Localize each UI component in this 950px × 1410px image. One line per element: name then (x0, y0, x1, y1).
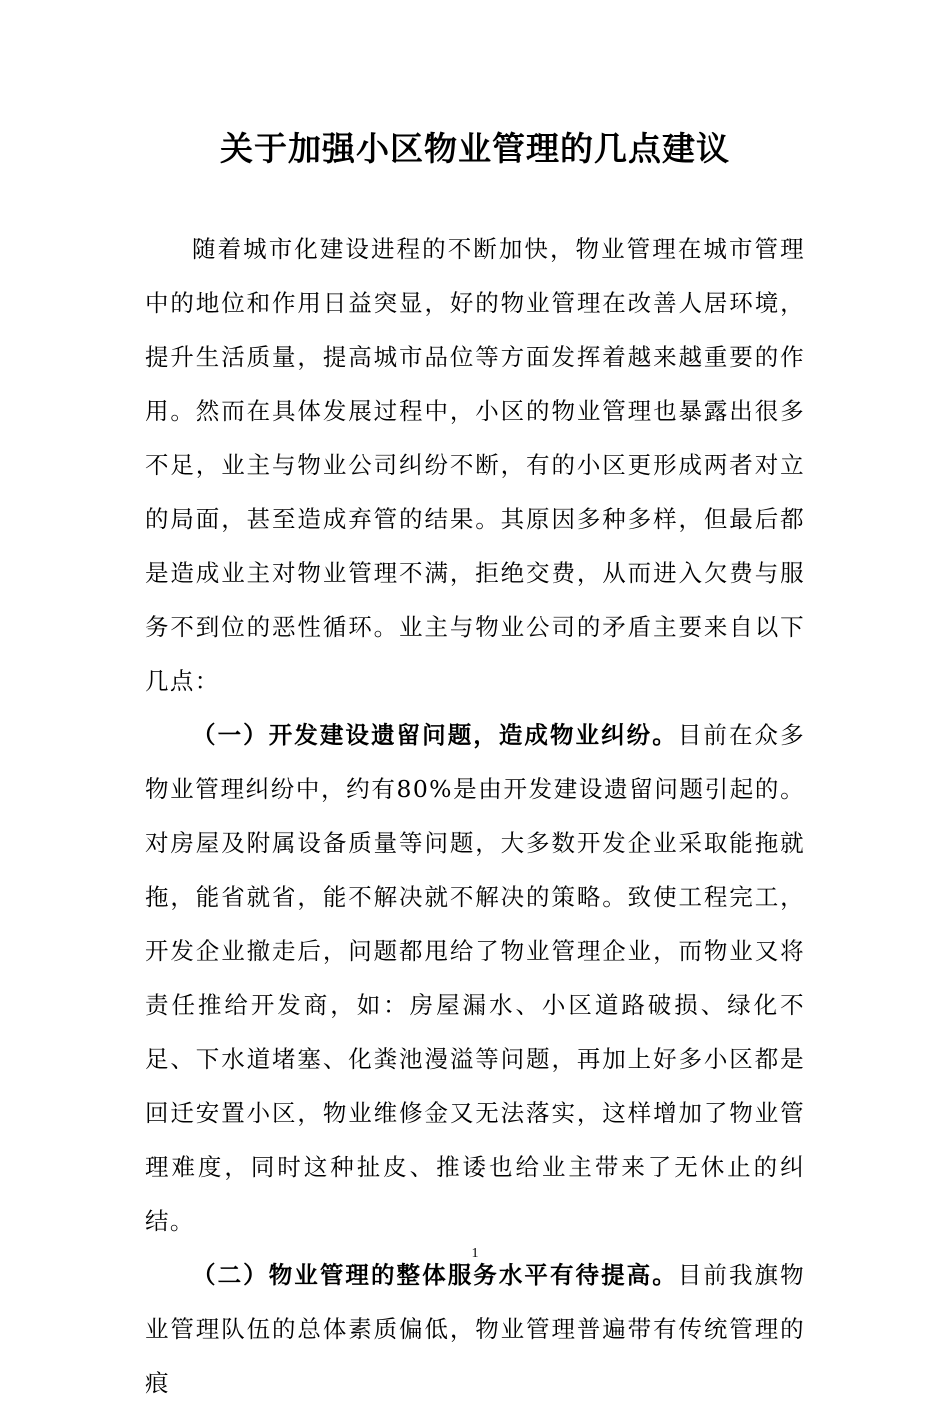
section-paragraph-2 (145, 1248, 805, 1410)
section-text-2: 目前我旗物业管理队伍的总体素质偏低，物业管理普遍带有传统管理的痕 (145, 1261, 806, 1397)
section-text-1: 目前在众多物业管理纠纷中，约有80%是由开发建设遗留问题引起的。对房屋及附属设备质量等问题，大多数开发企业采取能拖就拖，能省就省，能不解决就不解决的策略。致使工程完工，开发企业撤走后，问题都甩给了物业管理企业，而物业又将责任推给开发商，如：房屋漏水、小区道路破损、绿化不足、下水道堵塞、化粪池漫溢等问题，再加上好多小区都是回迁安置小区，物业维修金又无法落实，这样增加了物业管理难度，同时这种扯皮、推诿也给业主带来了无休止的纠结。 (145, 721, 806, 1235)
document-title: 关于加强小区物业管理的几点建议 (220, 129, 730, 168)
section-paragraph-1 (145, 708, 805, 1248)
page-number: 1 (471, 1246, 479, 1261)
intro-paragraph: 随着城市化建设进程的不断加快，物业管理在城市管理中的地位和作用日益突显，好的物业管理在改善人居环境，提升生活质量，提高城市品位等方面发挥着越来越重要的作用。然而在具体发展过程中，小区的物业管理也暴露出很多不足，业主与物业公司纠纷不断，有的小区更形成两者对立的局面，甚至造成弃管的结果。其原因多种多样，但最后都是造成业主对物业管理不满，拒绝交费，从而进入欠费与服务不到位的恶性循环。业主与物业公司的矛盾主要来自以下几点： (145, 235, 805, 695)
document-body (145, 222, 805, 1410)
section-heading-2: （二）物业管理的整体服务水平有待提高。 (192, 1261, 678, 1289)
section-heading-1: （一）开发建设遗留问题，造成物业纠纷。 (192, 721, 678, 749)
